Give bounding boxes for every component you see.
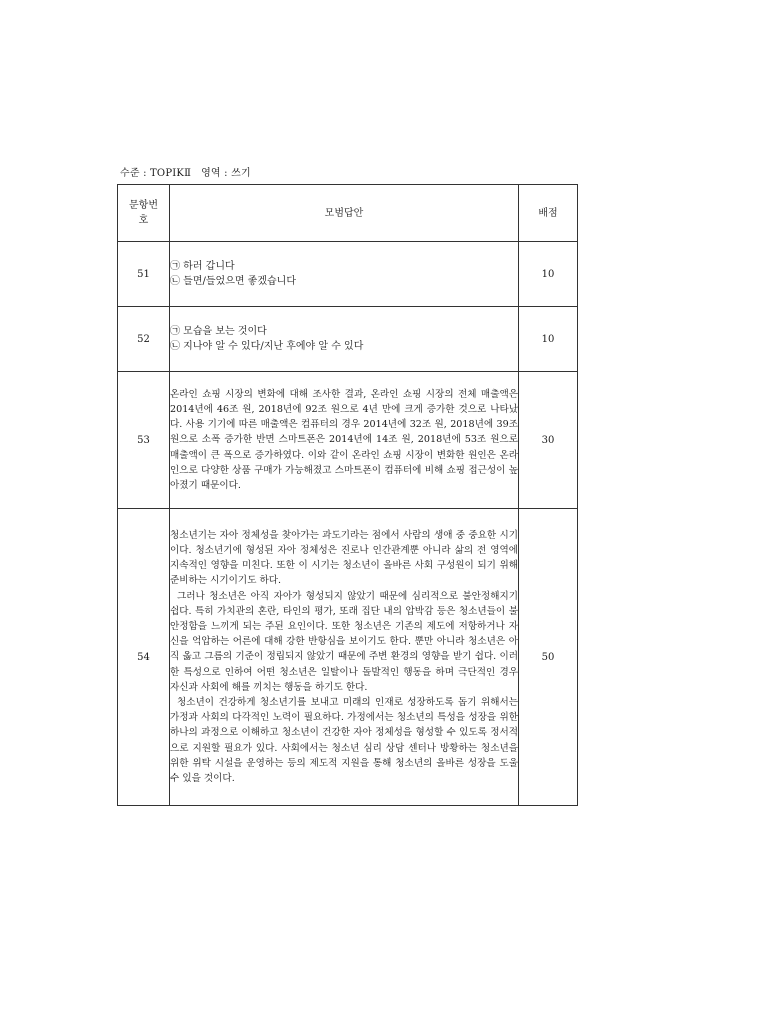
question-number: 52 <box>118 307 170 372</box>
score-value: 50 <box>519 509 578 806</box>
score-value: 10 <box>519 242 578 307</box>
model-answer <box>170 372 519 509</box>
answer-line: ㉠ 하러 갑니다 <box>170 261 235 272</box>
header-score: 배점 <box>519 185 578 242</box>
answer-line: ㉡ 지나야 알 수 있다/지난 후에야 알 수 있다 <box>170 341 364 352</box>
answer-paragraph: 온라인 쇼핑 시장의 변화에 대해 조사한 결과, 온라인 쇼핑 시장의 전체 매출액은 2014년에 46조 원, 2018년에 92조 원으로 4년 만에 크게 증가한 것으로 나타났다. 사용 기기에 따른 매출액은 컴퓨터의 경우 2014년에 32조 원, 2018년에 39조 원으로 소폭 증가한 반면 스마트폰은 2014년에 14조 원, 2018년에 53조 원으로 매출액이 큰 폭으로 증가하였다. 이와 같이 온라인 쇼핑 시장이 변화한 원인은 온라인으로 다양한 상품 구매가 가능해졌고 스마트폰이 컴퓨터에 비해 쇼핑 접근성이 높아졌기 때문이다. <box>170 388 518 491</box>
question-number: 53 <box>118 372 170 509</box>
answer-paragraph: 그러나 청소년은 아직 자아가 형성되지 않았기 때문에 심리적으로 불안정해지기 쉽다. 특히 가치관의 혼란, 타인의 평가, 또래 집단 내의 압박감 등은 청소년들이 불안정함을 느끼게 되는 주된 요인이다. 또한 청소년은 기존의 제도에 저항하거나 자신을 억압하는 어른에 대해 강한 반항심을 보이기도 한다. 뿐만 아니라 청소년은 아직 옳고 그름의 기준이 정립되지 않았기 때문에 주변 환경의 영향을 받기 쉽다. 이러한 특성으로 인하여 어떤 청소년은 일탈이나 돌발적인 행동을 하며 극단적인 경우 자신과 사회에 해를 끼치는 행동을 하기도 한다. <box>170 590 518 693</box>
answer-paragraph: 청소년기는 자아 정체성을 찾아가는 과도기라는 점에서 사람의 생애 중 중요한 시기이다. 청소년기에 형성된 자아 정체성은 진로나 인간관계뿐 아니라 삶의 전 영역에 지속적인 영향을 미친다. 또한 이 시기는 청소년이 올바른 사회 구성원이 되기 위해 준비하는 시기이기도 하다. <box>170 529 518 587</box>
score-value: 10 <box>519 307 578 372</box>
table-header-row <box>118 185 578 242</box>
table-row <box>118 509 578 806</box>
table-row <box>118 242 578 307</box>
answer-line: ㉡ 들면/들었으면 좋겠습니다 <box>170 276 296 287</box>
score-value: 30 <box>519 372 578 509</box>
question-number: 51 <box>118 242 170 307</box>
question-number: 54 <box>118 509 170 806</box>
model-answer-table <box>117 184 578 806</box>
model-answer <box>170 307 519 372</box>
area-label: 영역 : 쓰기 <box>201 168 251 179</box>
table-row <box>118 372 578 509</box>
answer-paragraph: 청소년이 건강하게 청소년기를 보내고 미래의 인재로 성장하도록 돕기 위해서는 가정과 사회의 다각적인 노력이 필요하다. 가정에서는 청소년의 특성을 성장을 위한 하나의 과정으로 이해하고 청소년이 건강한 자아 정체성을 형성할 수 있도록 정서적으로 지원할 필요가 있다. 사회에서는 청소년 심리 상담 센터나 방황하는 청소년을 위한 위탁 시설을 운영하는 등의 제도적 지원을 통해 청소년의 올바른 성장을 도울 수 있을 것이다. <box>170 697 518 785</box>
table-row <box>118 307 578 372</box>
header-model-answer: 모범답안 <box>170 185 519 242</box>
header-question-number: 문항번호 <box>118 185 170 242</box>
model-answer <box>170 242 519 307</box>
level-label: 수준 : TOPIKⅡ <box>120 168 192 179</box>
model-answer <box>170 509 519 806</box>
answer-line: ㉠ 모습을 보는 것이다 <box>170 326 267 337</box>
page-header <box>120 164 251 179</box>
